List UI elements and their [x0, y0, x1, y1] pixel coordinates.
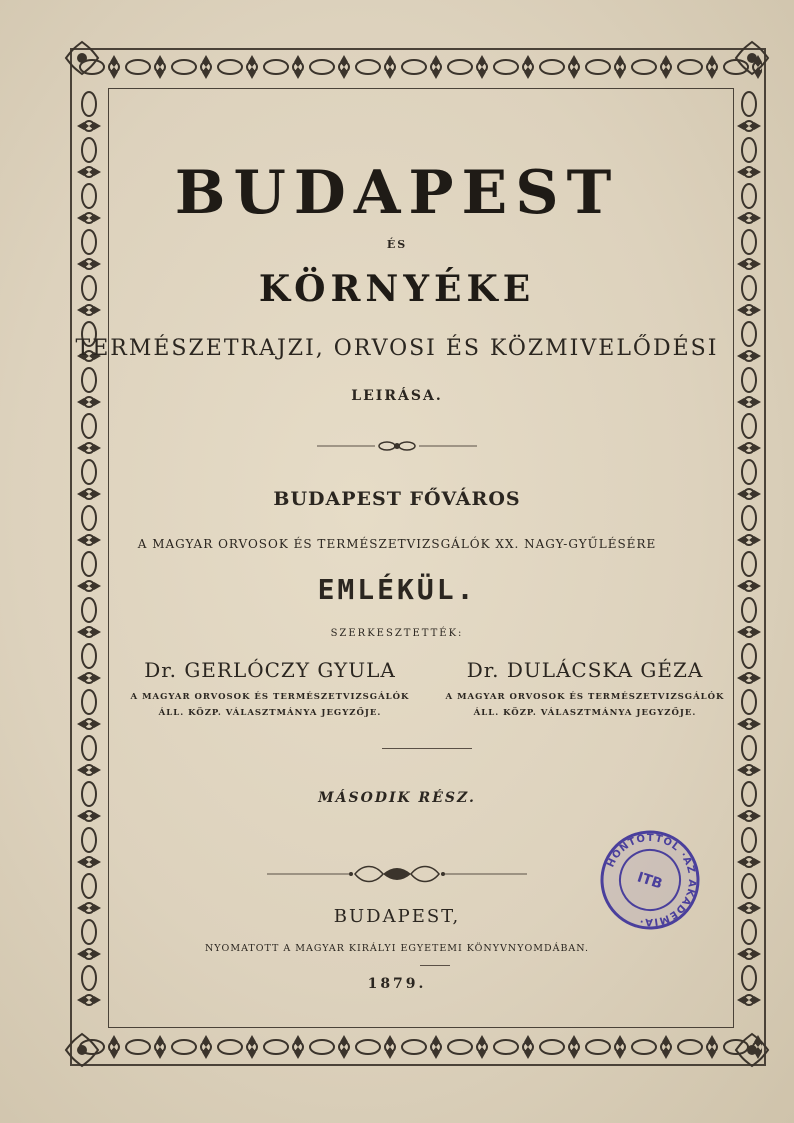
part-label: MÁSODIK RÉSZ.	[318, 790, 476, 806]
imprint-printer: NYOMATOTT A MAGYAR KIRÁLYI EGYETEMI KÖNYVNYOMDÁBAN.	[204, 943, 590, 954]
stamp-ring-text: HONTOTTOL ·AZ AKADÉMIA·	[605, 832, 698, 928]
editor-role-line: A MAGYAR ORVOSOK ÉS TERMÉSZETVIZSGÁLÓK	[130, 692, 410, 702]
editor-name: Dr. GERLÓCZY GYULA	[144, 658, 396, 682]
imprint-year: 1879.	[367, 976, 427, 992]
ornamental-border-bottom	[74, 1030, 762, 1064]
corner-ornament-icon	[732, 1030, 772, 1070]
divider-ornament-icon	[0, 438, 794, 457]
subtitle-line: TERMÉSZETRAJZI, ORVOSI ÉS KÖZMIVELŐDÉSI	[75, 336, 719, 361]
horizontal-rule	[420, 965, 450, 966]
corner-ornament-icon	[62, 1030, 102, 1070]
editor-name: Dr. DULÁCSKA GÉZA	[466, 658, 704, 682]
editor-role-line: ÁLL. KÖZP. VÁLASZTMÁNYA JEGYZŐJE.	[158, 708, 382, 718]
corner-ornament-icon	[62, 38, 102, 78]
editor-role-line: ÁLL. KÖZP. VÁLASZTMÁNYA JEGYZŐJE.	[473, 708, 697, 718]
dedication-line: A MAGYAR ORVOSOK ÉS TERMÉSZETVIZSGÁLÓK XX. NAGY-GYŰLÉSÉRE	[137, 537, 657, 551]
main-title: BUDAPEST	[174, 158, 620, 228]
editor-role-line: A MAGYAR ORVOSOK ÉS TERMÉSZETVIZSGÁLÓK	[445, 692, 725, 702]
secondary-title: KÖRNYÉKE	[258, 268, 536, 310]
corner-ornament-icon	[732, 38, 772, 78]
imprint-city: BUDAPEST,	[333, 906, 461, 927]
dedication-word: EMLÉKÜL.	[317, 573, 477, 606]
stamp-center-text: ITB	[635, 869, 665, 893]
editors-label: SZERKESZTETTÉK:	[330, 628, 464, 639]
description-word: LEIRÁSA.	[351, 388, 443, 404]
horizontal-rule	[382, 748, 472, 749]
title-conjunction: ÉS	[386, 238, 408, 251]
ornamental-border-top	[74, 50, 762, 84]
publisher-line: BUDAPEST FŐVÁROS	[273, 488, 521, 510]
